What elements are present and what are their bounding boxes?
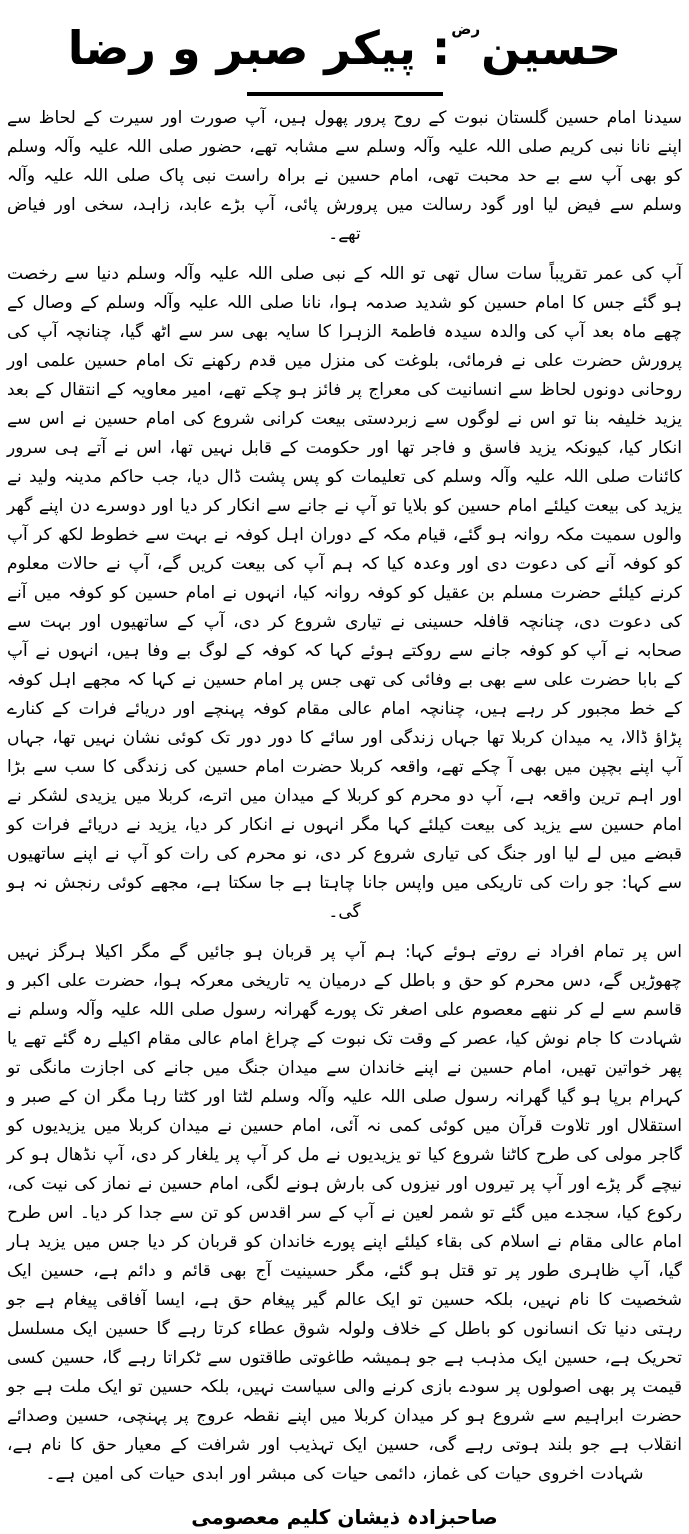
- article-body: [6, 104, 683, 1489]
- title-main-text: حسین: [481, 21, 622, 75]
- honorific-mark: رض: [451, 19, 481, 38]
- article-title: [6, 4, 683, 92]
- article-header: [6, 4, 683, 96]
- title-rest-text: : پیکر صبر و رضا: [67, 21, 451, 75]
- paragraph-martyrdom: اس پر تمام افراد نے روتے ہوئے کہا: ہم آپ پر قربان ہو جائیں گے مگر اکیلا ہرگز نہیں چھوڑیں گے، دس محرم کو حق و باطل کے درمیان یہ تاریخی معرکہ ہوا، حضرت علی اکبر و قاسم سے لے کر ننھے معصوم علی اصغر تک پورے گھرانہ رسول صلی اللہ علیہ وآلہ وسلم نے شہادت کا جام نوش کیا، عصر کے وقت تک نبوت کے چراغ امام عالی مقام اکیلے رہ گئے تھے یا پھر خواتین تھیں، امام حسین نے اپنے خاندان سے میدان جنگ میں جانے کی اجازت مانگی تو کہرام برپا ہو گیا گھرانہ رسول صلی اللہ علیہ وآلہ وسلم لٹتا اور کٹتا رہا مگر ان کے صبر و استقلال اور تلاوت قرآن میں کوئی کمی نہ آئی، امام حسین نے میدان کربلا میں یزیدیوں کو گاجر مولی کی طرح کاٹنا شروع کیا تو یزیدیوں نے مل کر آپ پر یلغار کر دی، آپ نڈھال ہو کر نیچے گر پڑے اور آپ پر تیروں اور نیزوں کی بارش ہونے لگی، امام حسین نے نماز کی نیت کی، رکوع کیا، سجدے میں گئے تو شمر لعین نے آپ کے سر اقدس کو تن سے جدا کر دیا۔ اس طرح امام عالی مقام نے اسلام کی بقاء کیلئے اپنے پورے خاندان کو قربان کر دیا جس میں یزید ہار گیا، آپ ظاہری طور پر تو قتل ہو گئے، مگر حسینیت آج بھی قائم و دائم ہے، حسین ایک شخصیت کا نام نہیں، بلکہ حسین تو ایک عالم گیر پیغام حق ہے، ایسا آفاقی پیغام ہے جو رہتی دنیا تک انسانوں کو باطل کے خلاف ولولہ شوق عطاء کرتا رہے گا حسین ایک مسلسل تحریک ہے، حسین ایک مذہب ہے جو ہمیشہ طاغوتی طاقتوں سے ٹکراتا رہے گا، حسین کسی قیمت پر بھی اصولوں پر سودے بازی کرنے والی سیاست نہیں، بلکہ حسین تو ایک ملت ہے جو حضرت ابراہیم سے شروع ہو کر میدان کربلا میں اپنے نقطہ عروج پر پہنچی، حسین وصدائے انقلاب ہے جو بلند ہوتی رہے گی، حسین ایک تہذیب اور شرافت کے معیار حق کا نام ہے، شہادت اخروی حیات کی غماز، دائمی حیات کی مبشر اور ابدی حیات کی امین ہے۔: [7, 942, 682, 1484]
- title-underline: [247, 92, 443, 96]
- article-footer: [6, 1500, 683, 1534]
- author-byline: صاحبزادہ ذیشان کلیم معصومی: [191, 1505, 498, 1529]
- paragraph-intro: سیدنا امام حسین گلستان نبوت کے روح پرور پھول ہیں، آپ صورت اور سیرت کے لحاظ سے اپنے نانا نبی کریم صلی اللہ علیہ وآلہ وسلم سے مشابہ تھے، حضور صلی اللہ علیہ وآلہ وسلم کو بھی آپ سے بے حد محبت تھی، امام حسین نے براہ راست نبی پاک صلی اللہ علیہ وآلہ وسلم سے فیض لیا اور گود رسالت میں پرورش پائی، آپ بڑے عابد، زاہد، سخی اور فیاض تھے۔: [7, 108, 682, 244]
- paragraph-history: آپ کی عمر تقریباً سات سال تھی تو اللہ کے نبی صلی اللہ علیہ وآلہ وسلم دنیا سے رخصت ہو گئے جس کا امام حسین کو شدید صدمہ ہوا، نانا صلی اللہ علیہ وآلہ وسلم کے وصال کے چھے ماہ بعد آپ کی والدہ سیدہ فاطمۃ الزہرا کا سایہ بھی سر سے اٹھ گیا، چنانچہ آپ کی پرورش حضرت علی نے فرمائی، بلوغت کی منزل میں قدم رکھنے تک امام حسین علمی اور روحانی دونوں لحاظ سے انسانیت کی معراج پر فائز ہو چکے تھے، امیر معاویہ کے انتقال کے بعد یزید خلیفہ بنا تو اس نے لوگوں سے زبردستی بیعت کرانی شروع کی امام حسین نے اس سے انکار کیا، کیونکہ یزید فاسق و فاجر تھا اور حکومت کے قابل نہیں تھا، اس نے آتے ہی سرور کائنات صلی اللہ علیہ وآلہ وسلم کی تعلیمات کو پس پشت ڈال دیا، جب حاکم مدینہ ولید نے یزید کی بیعت کیلئے امام حسین کو بلایا تو آپ نے جانے سے انکار کر دیا اور دوسرے دن اپنے گھر والوں سمیت مکہ روانہ ہو گئے، قیام مکہ کے دوران اہل کوفہ نے بہت سے خطوط لکھ کر آپ کو کوفہ آنے کی دعوت دی اور وعدہ کیا کہ ہم آپ کی بیعت کریں گے، آپ نے حالات معلوم کرنے کیلئے حضرت مسلم بن عقیل کو کوفہ روانہ کیا، انہوں نے امام حسین کو کوفہ میں آنے کی دعوت دی، چنانچہ قافلہ حسینی نے تیاری شروع کر دی، آپ کے ساتھیوں اور بہت سے صحابہ نے آپ کو کوفہ جانے سے روکتے ہوئے کہا کہ کوفہ کے لوگ بے وفا ہیں، انہوں نے آپ کے بابا حضرت علی سے بھی بے وفائی کی تھی جس پر امام حسین نے کہا کہ مجھے اہل کوفہ کے خط مجبور کر رہے ہیں، چنانچہ امام عالی مقام کوفہ پہنچے اور دریائے فرات کے کنارے پڑاؤ ڈالا، یہ میدان کربلا تھا جہاں زندگی اور سائے کا دور دور تک کوئی نشان نہیں تھا، جہاں آپ اپنے بچپن میں بھی آ چکے تھے، واقعہ کربلا حضرت امام حسین کی زندگی کا سب سے بڑا اور اہم ترین واقعہ ہے، آپ دو محرم کو کربلا کے میدان میں اترے، کربلا میں یزیدی لشکر نے امام حسین سے یزید کی بیعت کیلئے کہا مگر انہوں نے انکار کر دیا، یزید نے دریائے فرات کو قبضے میں لے لیا اور جنگ کی تیاری شروع کر دی، نو محرم کی رات کو آپ نے اپنے ساتھیوں سے کہا: جو رات کی تاریکی میں واپس جانا چاہتا ہے جا سکتا ہے، مجھے کوئی رنجش نہ ہو گی۔: [7, 264, 682, 922]
